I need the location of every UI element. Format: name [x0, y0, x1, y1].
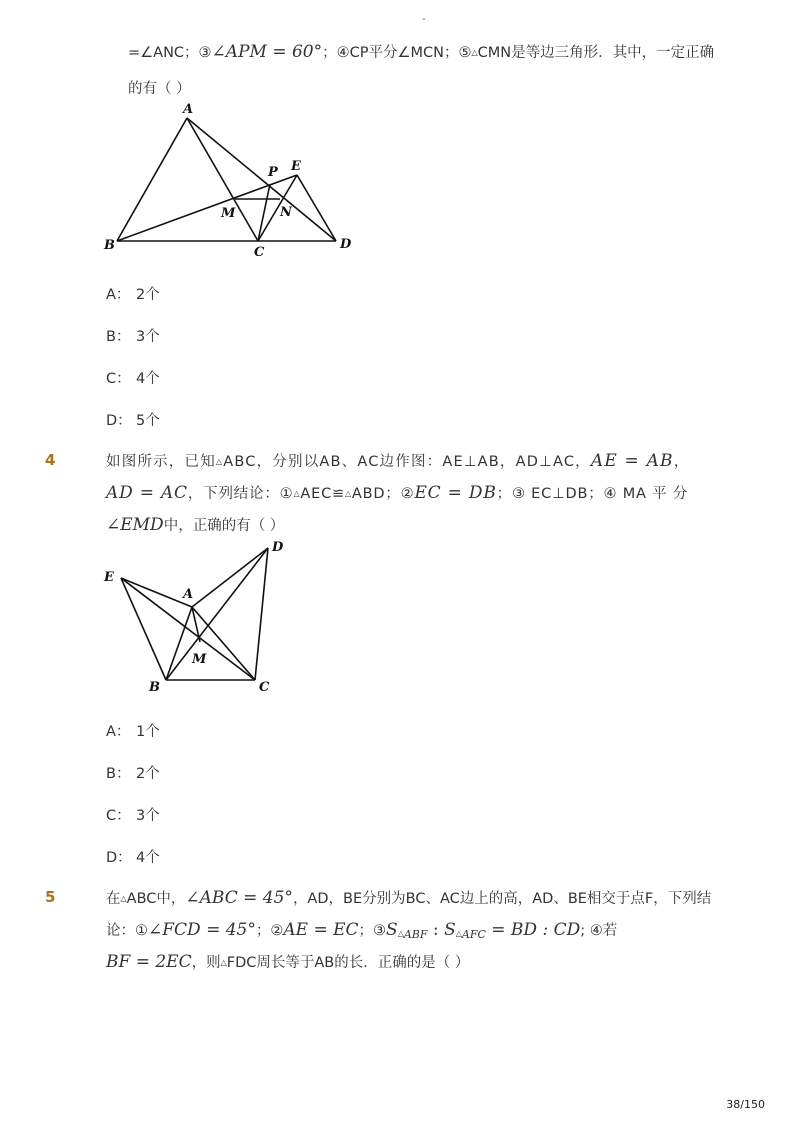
q4-line2: AD = AC，下列结论：①△AEC≌△ABD；②EC = DB；③ EC⊥DB；④ MA 平 分 — [106, 483, 689, 503]
q3-option-c[interactable]: C： 4个 — [106, 371, 160, 387]
q5-number: 5 — [45, 888, 56, 906]
q4-figure — [100, 535, 290, 695]
q4-math-emd: ∠EMD — [106, 515, 164, 535]
q4-math-ae-ab: AE = AB — [590, 451, 674, 471]
q4-label-a: A — [183, 587, 194, 602]
q3-label-b: B — [104, 238, 115, 253]
header-mark: - — [422, 14, 426, 25]
q5-math-bd-cd: = BD : CD — [485, 920, 581, 940]
q3-label-c: C — [254, 245, 265, 260]
q3-label-p: P — [268, 165, 278, 180]
q4-option-c[interactable]: C： 3个 — [106, 808, 160, 824]
q5-line1: 在△ABC中，∠ABC = 45°，AD，BE分别为BC、AC边上的高，AD、BE相交于点F，下列结 — [106, 888, 712, 908]
q5-math-ae-ec: AE = EC — [283, 920, 359, 940]
q4-math-ec-db: EC = DB — [414, 483, 497, 503]
q4-label-e: E — [104, 570, 114, 585]
q3-label-a: A — [183, 102, 194, 117]
q3-label-m: M — [221, 206, 236, 221]
q5-math-abc: ∠ABC = 45° — [185, 888, 293, 908]
q3-math-apm: ∠APM = 60° — [211, 42, 323, 62]
q3-line2: 的有（ ） — [128, 81, 191, 97]
q3-option-a[interactable]: A： 2个 — [106, 287, 160, 303]
q4-label-c: C — [259, 680, 270, 695]
q5-math-fcd: ∠FCD = 45° — [148, 920, 256, 940]
q5-line2: 论：①∠FCD = 45°；②AE = EC；$③S_{\triangle ABF}$ : $S_{\triangle AFC}$ = BD : CD; ④若 — [106, 920, 618, 941]
q4-line1: 如图所示，已知△ABC，分别以AB、AC边作图：AE⊥AB，AD⊥AC，AE = AB， — [106, 451, 690, 471]
q4-label-m: M — [192, 652, 207, 667]
q4-number: 4 — [45, 451, 56, 469]
q4-option-a[interactable]: A： 1个 — [106, 724, 160, 740]
q4-option-d[interactable]: D： 4个 — [106, 850, 160, 866]
q4-option-b[interactable]: B： 2个 — [106, 766, 160, 782]
q3-label-n: N — [280, 205, 292, 220]
q4-math-ad-ac: AD = AC — [106, 483, 188, 503]
q4-label-b: B — [149, 680, 160, 695]
q3-label-e: E — [291, 159, 301, 174]
q3-line1: =∠ANC；③∠APM = 60°；④CP平分∠MCN；⑤△CMN是等边三角形．其中，一定正确 — [128, 42, 715, 62]
q4-line3: ∠EMD中，正确的有（ ） — [106, 515, 285, 535]
q3-label-d: D — [340, 237, 352, 252]
q3-option-b[interactable]: B： 3个 — [106, 329, 160, 345]
q5-math-bf: BF = 2EC — [106, 952, 192, 972]
q3-option-d[interactable]: D： 5个 — [106, 413, 160, 429]
q3-figure — [95, 100, 365, 260]
page-number: 38/150 — [726, 1098, 765, 1111]
q4-label-d: D — [272, 540, 284, 555]
q5-line3: BF = 2EC，则△FDC周长等于AB的长．正确的是（ ） — [106, 952, 470, 972]
